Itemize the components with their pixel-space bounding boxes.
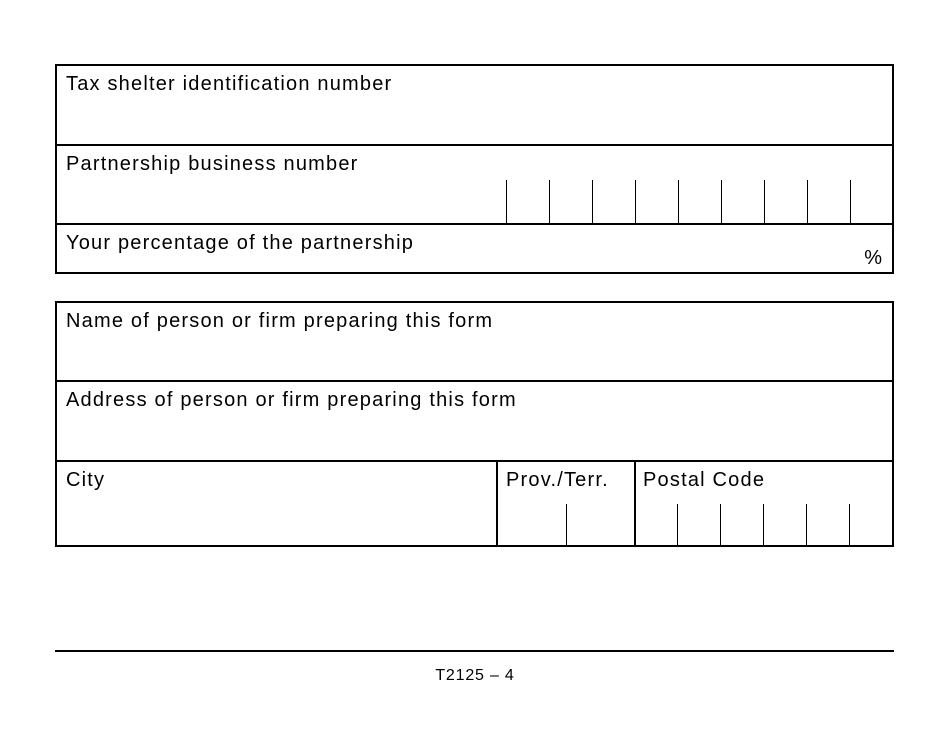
comb-tick [677, 504, 678, 545]
tax-shelter-label: Tax shelter identification number [66, 73, 393, 95]
preparer-name-label: Name of person or firm preparing this form [66, 310, 494, 332]
prov-terr-label: Prov./Terr. [506, 469, 609, 491]
preparer-address-label: Address of person or firm preparing this form [66, 389, 517, 411]
page-number: T2125 – 4 [435, 667, 515, 684]
postal-code-field[interactable] [636, 462, 892, 545]
percent-symbol: % [864, 247, 882, 269]
comb-tick [566, 504, 567, 545]
partnership-info-box [55, 64, 894, 274]
preparer-name-field[interactable] [57, 303, 892, 381]
comb-tick [549, 180, 550, 224]
percentage-label: Your percentage of the partnership [66, 232, 415, 254]
comb-tick [849, 504, 850, 545]
postal-code-label: Postal Code [643, 469, 766, 491]
comb-tick [592, 180, 593, 224]
comb-tick [506, 180, 507, 224]
comb-tick [635, 180, 636, 224]
comb-tick [850, 180, 851, 224]
partnership-bn-label: Partnership business number [66, 153, 359, 175]
city-label: City [66, 469, 106, 491]
tax-shelter-field[interactable] [57, 66, 892, 145]
city-field[interactable] [57, 462, 497, 545]
comb-tick [807, 180, 808, 224]
comb-tick [806, 504, 807, 545]
comb-tick [764, 180, 765, 224]
percentage-field[interactable] [57, 225, 892, 272]
footer-rule [55, 650, 894, 652]
comb-tick [678, 180, 679, 224]
comb-tick [721, 180, 722, 224]
preparer-address-field[interactable] [57, 382, 892, 461]
comb-tick [763, 504, 764, 545]
comb-tick [720, 504, 721, 545]
partnership-bn-field[interactable] [57, 146, 892, 224]
prov-terr-field[interactable] [498, 462, 634, 545]
preparer-info-box [55, 301, 894, 547]
